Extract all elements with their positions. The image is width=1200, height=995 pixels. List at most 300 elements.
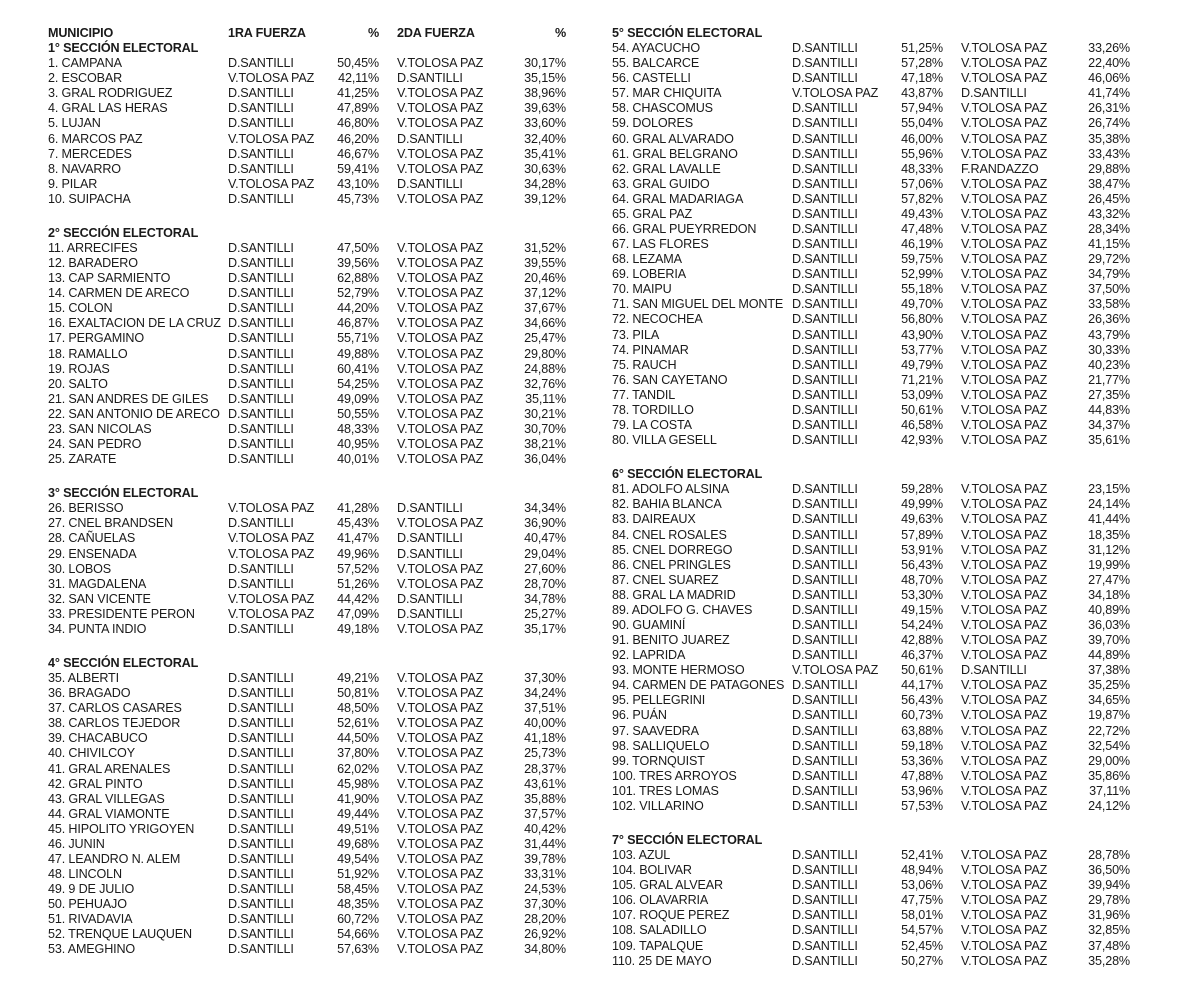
pct2-cell: 33,43% bbox=[1088, 146, 1130, 161]
pct2-cell: 24,12% bbox=[1088, 798, 1130, 813]
pct1-cell: 40,95% bbox=[337, 437, 379, 452]
fuerza1-cell: D.SANTILLI bbox=[792, 893, 858, 908]
table-row bbox=[612, 147, 1132, 162]
fuerza2-cell: V.TOLOSA PAZ bbox=[961, 418, 1048, 433]
fuerza2-cell: V.TOLOSA PAZ bbox=[397, 421, 484, 436]
fuerza1-cell: D.SANTILLI bbox=[228, 146, 294, 161]
municipio-cell: 17. PERGAMINO bbox=[48, 331, 145, 346]
pct1-cell: 41,28% bbox=[337, 501, 379, 516]
fuerza1-cell: V.TOLOSA PAZ bbox=[228, 606, 315, 621]
pct2-cell: 39,55% bbox=[524, 256, 566, 271]
fuerza1-cell: D.SANTILLI bbox=[792, 252, 858, 267]
table-row bbox=[612, 237, 1132, 252]
table-row bbox=[612, 878, 1132, 893]
fuerza1-cell: D.SANTILLI bbox=[228, 161, 294, 176]
fuerza2-cell: V.TOLOSA PAZ bbox=[397, 146, 484, 161]
fuerza1-cell: D.SANTILLI bbox=[228, 191, 294, 206]
table-row bbox=[48, 116, 568, 131]
municipio-cell: 108. SALADILLO bbox=[612, 923, 707, 938]
municipio-cell: 23. SAN NICOLAS bbox=[48, 421, 152, 436]
table-row bbox=[48, 837, 568, 852]
fuerza1-cell: D.SANTILLI bbox=[228, 867, 294, 882]
fuerza1-cell: D.SANTILLI bbox=[792, 753, 858, 768]
municipio-cell: 77. TANDIL bbox=[612, 387, 676, 402]
municipio-cell: 28. CAÑUELAS bbox=[48, 531, 136, 546]
fuerza2-cell: V.TOLOSA PAZ bbox=[961, 738, 1048, 753]
section-title: 3° SECCIÓN ELECTORAL bbox=[48, 486, 199, 501]
pct1-cell: 46,20% bbox=[337, 131, 379, 146]
pct2-cell: 32,54% bbox=[1088, 738, 1130, 753]
fuerza1-cell: D.SANTILLI bbox=[792, 116, 858, 131]
pct1-cell: 49,68% bbox=[337, 836, 379, 851]
pct2-cell: 30,70% bbox=[524, 421, 566, 436]
fuerza1-cell: D.SANTILLI bbox=[792, 71, 858, 86]
pct1-cell: 41,90% bbox=[337, 791, 379, 806]
municipio-cell: 6. MARCOS PAZ bbox=[48, 131, 143, 146]
fuerza2-cell: V.TOLOSA PAZ bbox=[961, 572, 1048, 587]
pct2-cell: 28,34% bbox=[1088, 222, 1130, 237]
pct2-cell: 33,60% bbox=[524, 116, 566, 131]
pct1-cell: 56,43% bbox=[901, 693, 943, 708]
fuerza2-cell: V.TOLOSA PAZ bbox=[397, 86, 484, 101]
fuerza2-cell: V.TOLOSA PAZ bbox=[961, 402, 1048, 417]
fuerza1-cell: D.SANTILLI bbox=[792, 723, 858, 738]
pct2-cell: 32,85% bbox=[1088, 923, 1130, 938]
municipio-cell: 9. PILAR bbox=[48, 176, 98, 191]
pct2-cell: 40,47% bbox=[524, 531, 566, 546]
fuerza2-cell: D.SANTILLI bbox=[397, 546, 463, 561]
pct1-cell: 49,54% bbox=[337, 851, 379, 866]
municipio-cell: 96. PUÁN bbox=[612, 708, 667, 723]
municipio-cell: 63. GRAL GUIDO bbox=[612, 176, 710, 191]
table-row bbox=[612, 693, 1132, 708]
table-row bbox=[48, 192, 568, 207]
fuerza1-cell: V.TOLOSA PAZ bbox=[228, 131, 315, 146]
municipio-cell: 109. TAPALQUE bbox=[612, 938, 704, 953]
pct1-cell: 46,00% bbox=[901, 131, 943, 146]
table-row bbox=[48, 531, 568, 546]
fuerza2-cell: V.TOLOSA PAZ bbox=[961, 116, 1048, 131]
pct1-cell: 48,94% bbox=[901, 863, 943, 878]
pct2-cell: 37,12% bbox=[524, 286, 566, 301]
table-row bbox=[48, 301, 568, 316]
table-row bbox=[48, 331, 568, 346]
table-row bbox=[48, 912, 568, 927]
pct1-cell: 46,87% bbox=[337, 316, 379, 331]
table-row bbox=[612, 512, 1132, 527]
pct1-cell: 62,88% bbox=[337, 271, 379, 286]
pct1-cell: 51,25% bbox=[901, 41, 943, 56]
table-row bbox=[48, 592, 568, 607]
fuerza2-cell: V.TOLOSA PAZ bbox=[397, 437, 484, 452]
fuerza1-cell: D.SANTILLI bbox=[228, 821, 294, 836]
pct1-cell: 41,47% bbox=[337, 531, 379, 546]
table-row bbox=[612, 678, 1132, 693]
fuerza1-cell: D.SANTILLI bbox=[792, 101, 858, 116]
pct1-cell: 51,92% bbox=[337, 867, 379, 882]
table-row bbox=[48, 622, 568, 637]
pct2-cell: 35,41% bbox=[524, 146, 566, 161]
municipio-cell: 39. CHACABUCO bbox=[48, 731, 148, 746]
fuerza2-cell: V.TOLOSA PAZ bbox=[397, 912, 484, 927]
fuerza1-cell: D.SANTILLI bbox=[792, 542, 858, 557]
pct2-cell: 43,79% bbox=[1088, 327, 1130, 342]
pct1-cell: 57,63% bbox=[337, 942, 379, 957]
municipio-cell: 95. PELLEGRINI bbox=[612, 693, 706, 708]
municipio-cell: 46. JUNIN bbox=[48, 836, 105, 851]
municipio-cell: 42. GRAL PINTO bbox=[48, 776, 143, 791]
fuerza1-cell: D.SANTILLI bbox=[228, 516, 294, 531]
table-row bbox=[48, 437, 568, 452]
table-row bbox=[612, 222, 1132, 237]
municipio-cell: 48. LINCOLN bbox=[48, 867, 122, 882]
pct2-cell: 26,92% bbox=[524, 927, 566, 942]
pct1-cell: 44,42% bbox=[337, 591, 379, 606]
table-row bbox=[612, 769, 1132, 784]
pct2-cell: 28,37% bbox=[524, 761, 566, 776]
fuerza1-cell: D.SANTILLI bbox=[228, 286, 294, 301]
pct2-cell: 22,40% bbox=[1088, 56, 1130, 71]
pct1-cell: 43,90% bbox=[901, 327, 943, 342]
municipio-cell: 3. GRAL RODRIGUEZ bbox=[48, 86, 173, 101]
fuerza1-cell: V.TOLOSA PAZ bbox=[228, 176, 315, 191]
table-row bbox=[48, 177, 568, 192]
table-row bbox=[612, 177, 1132, 192]
fuerza2-cell: V.TOLOSA PAZ bbox=[397, 376, 484, 391]
pct1-cell: 52,79% bbox=[337, 286, 379, 301]
pct2-cell: 30,21% bbox=[524, 406, 566, 421]
pct1-cell: 57,28% bbox=[901, 56, 943, 71]
left-column bbox=[48, 26, 568, 958]
fuerza2-cell: V.TOLOSA PAZ bbox=[397, 241, 484, 256]
fuerza1-cell: D.SANTILLI bbox=[228, 271, 294, 286]
municipio-cell: 70. MAIPU bbox=[612, 282, 672, 297]
municipio-cell: 24. SAN PEDRO bbox=[48, 437, 142, 452]
section-title: 6° SECCIÓN ELECTORAL bbox=[612, 467, 763, 482]
pct2-cell: 29,80% bbox=[524, 346, 566, 361]
table-row bbox=[48, 347, 568, 362]
fuerza2-cell: V.TOLOSA PAZ bbox=[961, 848, 1048, 863]
fuerza2-cell: V.TOLOSA PAZ bbox=[397, 191, 484, 206]
municipio-cell: 4. GRAL LAS HERAS bbox=[48, 101, 168, 116]
pct1-cell: 47,18% bbox=[901, 71, 943, 86]
municipio-cell: 29. ENSENADA bbox=[48, 546, 137, 561]
pct2-cell: 20,46% bbox=[524, 271, 566, 286]
section-gap bbox=[48, 637, 568, 656]
pct1-cell: 42,88% bbox=[901, 633, 943, 648]
fuerza1-cell: D.SANTILLI bbox=[228, 927, 294, 942]
fuerza2-cell: V.TOLOSA PAZ bbox=[961, 587, 1048, 602]
table-row bbox=[612, 482, 1132, 497]
header-pct1: % bbox=[367, 26, 379, 40]
table-row bbox=[48, 147, 568, 162]
fuerza1-cell: D.SANTILLI bbox=[228, 701, 294, 716]
fuerza2-cell: V.TOLOSA PAZ bbox=[961, 372, 1048, 387]
fuerza1-cell: D.SANTILLI bbox=[228, 421, 294, 436]
table-row bbox=[612, 132, 1132, 147]
fuerza1-cell: D.SANTILLI bbox=[792, 708, 858, 723]
municipio-cell: 59. DOLORES bbox=[612, 116, 693, 131]
municipio-cell: 97. SAAVEDRA bbox=[612, 723, 699, 738]
municipio-cell: 25. ZARATE bbox=[48, 452, 117, 467]
municipio-cell: 43. GRAL VILLEGAS bbox=[48, 791, 165, 806]
pct2-cell: 36,90% bbox=[524, 516, 566, 531]
fuerza2-cell: V.TOLOSA PAZ bbox=[397, 686, 484, 701]
municipio-cell: 65. GRAL PAZ bbox=[612, 206, 693, 221]
table-row bbox=[48, 162, 568, 177]
fuerza1-cell: D.SANTILLI bbox=[228, 621, 294, 636]
fuerza2-cell: D.SANTILLI bbox=[397, 606, 463, 621]
pct1-cell: 49,70% bbox=[901, 297, 943, 312]
municipio-cell: 85. CNEL DORREGO bbox=[612, 542, 733, 557]
pct2-cell: 24,14% bbox=[1088, 497, 1130, 512]
pct2-cell: 29,78% bbox=[1088, 893, 1130, 908]
pct2-cell: 44,89% bbox=[1088, 648, 1130, 663]
pct1-cell: 47,75% bbox=[901, 893, 943, 908]
pct2-cell: 38,21% bbox=[524, 437, 566, 452]
pct1-cell: 55,96% bbox=[901, 146, 943, 161]
pct2-cell: 41,18% bbox=[524, 731, 566, 746]
pct2-cell: 43,32% bbox=[1088, 206, 1130, 221]
pct2-cell: 27,35% bbox=[1088, 387, 1130, 402]
fuerza2-cell: V.TOLOSA PAZ bbox=[961, 633, 1048, 648]
table-row bbox=[48, 686, 568, 701]
table-row bbox=[48, 852, 568, 867]
fuerza2-cell: V.TOLOSA PAZ bbox=[961, 953, 1048, 968]
pct1-cell: 56,80% bbox=[901, 312, 943, 327]
pct1-cell: 49,79% bbox=[901, 357, 943, 372]
pct1-cell: 53,91% bbox=[901, 542, 943, 557]
table-row bbox=[48, 792, 568, 807]
fuerza1-cell: D.SANTILLI bbox=[792, 191, 858, 206]
fuerza2-cell: D.SANTILLI bbox=[397, 71, 463, 86]
fuerza2-cell: V.TOLOSA PAZ bbox=[961, 222, 1048, 237]
pct1-cell: 49,51% bbox=[337, 821, 379, 836]
fuerza2-cell: V.TOLOSA PAZ bbox=[961, 342, 1048, 357]
fuerza1-cell: D.SANTILLI bbox=[228, 361, 294, 376]
pct2-cell: 34,24% bbox=[524, 686, 566, 701]
fuerza2-cell: V.TOLOSA PAZ bbox=[397, 361, 484, 376]
pct2-cell: 35,17% bbox=[524, 621, 566, 636]
fuerza2-cell: V.TOLOSA PAZ bbox=[961, 56, 1048, 71]
pct1-cell: 43,10% bbox=[337, 176, 379, 191]
fuerza2-cell: V.TOLOSA PAZ bbox=[961, 282, 1048, 297]
pct1-cell: 54,57% bbox=[901, 923, 943, 938]
fuerza2-cell: D.SANTILLI bbox=[397, 591, 463, 606]
pct1-cell: 59,75% bbox=[901, 252, 943, 267]
pct2-cell: 28,20% bbox=[524, 912, 566, 927]
municipio-cell: 78. TORDILLO bbox=[612, 402, 694, 417]
table-row bbox=[612, 893, 1132, 908]
municipio-cell: 57. MAR CHIQUITA bbox=[612, 86, 722, 101]
fuerza2-cell: V.TOLOSA PAZ bbox=[397, 116, 484, 131]
fuerza1-cell: V.TOLOSA PAZ bbox=[228, 591, 315, 606]
fuerza2-cell: V.TOLOSA PAZ bbox=[397, 821, 484, 836]
fuerza1-cell: V.TOLOSA PAZ bbox=[228, 531, 315, 546]
pct2-cell: 22,72% bbox=[1088, 723, 1130, 738]
table-row bbox=[612, 908, 1132, 923]
fuerza1-cell: D.SANTILLI bbox=[228, 391, 294, 406]
municipio-cell: 72. NECOCHEA bbox=[612, 312, 703, 327]
fuerza2-cell: V.TOLOSA PAZ bbox=[961, 753, 1048, 768]
fuerza1-cell: D.SANTILLI bbox=[228, 912, 294, 927]
fuerza2-cell: V.TOLOSA PAZ bbox=[961, 297, 1048, 312]
fuerza2-cell: V.TOLOSA PAZ bbox=[961, 252, 1048, 267]
fuerza2-cell: V.TOLOSA PAZ bbox=[961, 542, 1048, 557]
municipio-cell: 49. 9 DE JULIO bbox=[48, 882, 135, 897]
table-row bbox=[48, 746, 568, 761]
table-row bbox=[48, 422, 568, 437]
municipio-cell: 20. SALTO bbox=[48, 376, 108, 391]
table-row bbox=[48, 516, 568, 531]
table-row bbox=[612, 588, 1132, 603]
municipio-cell: 18. RAMALLO bbox=[48, 346, 128, 361]
fuerza2-cell: V.TOLOSA PAZ bbox=[961, 237, 1048, 252]
pct2-cell: 30,63% bbox=[524, 161, 566, 176]
section-gap bbox=[612, 814, 1132, 833]
fuerza1-cell: D.SANTILLI bbox=[792, 693, 858, 708]
table-row bbox=[612, 116, 1132, 131]
fuerza1-cell: D.SANTILLI bbox=[228, 101, 294, 116]
table-row bbox=[48, 942, 568, 957]
pct1-cell: 53,36% bbox=[901, 753, 943, 768]
pct1-cell: 49,18% bbox=[337, 621, 379, 636]
fuerza1-cell: D.SANTILLI bbox=[792, 146, 858, 161]
section-block bbox=[48, 41, 568, 207]
pct1-cell: 43,87% bbox=[901, 86, 943, 101]
pct2-cell: 29,00% bbox=[1088, 753, 1130, 768]
table-row bbox=[48, 86, 568, 101]
municipio-cell: 83. DAIREAUX bbox=[612, 512, 696, 527]
fuerza1-cell: D.SANTILLI bbox=[228, 942, 294, 957]
fuerza1-cell: D.SANTILLI bbox=[228, 346, 294, 361]
municipio-cell: 40. CHIVILCOY bbox=[48, 746, 135, 761]
table-row bbox=[612, 663, 1132, 678]
table-row bbox=[612, 618, 1132, 633]
pct2-cell: 36,04% bbox=[524, 452, 566, 467]
municipio-cell: 91. BENITO JUAREZ bbox=[612, 633, 730, 648]
municipio-cell: 19. ROJAS bbox=[48, 361, 110, 376]
municipio-cell: 88. GRAL LA MADRID bbox=[612, 587, 736, 602]
pct2-cell: 30,33% bbox=[1088, 342, 1130, 357]
table-row bbox=[612, 923, 1132, 938]
table-row bbox=[612, 543, 1132, 558]
municipio-cell: 99. TORNQUIST bbox=[612, 753, 705, 768]
pct1-cell: 50,81% bbox=[337, 686, 379, 701]
pct1-cell: 37,80% bbox=[337, 746, 379, 761]
pct2-cell: 34,78% bbox=[524, 591, 566, 606]
pct2-cell: 35,88% bbox=[524, 791, 566, 806]
pct2-cell: 37,51% bbox=[524, 701, 566, 716]
pct1-cell: 45,98% bbox=[337, 776, 379, 791]
pct1-cell: 46,67% bbox=[337, 146, 379, 161]
fuerza1-cell: D.SANTILLI bbox=[792, 798, 858, 813]
pct2-cell: 35,11% bbox=[525, 391, 566, 406]
municipio-cell: 68. LEZAMA bbox=[612, 252, 682, 267]
table-row bbox=[48, 607, 568, 622]
fuerza2-cell: D.SANTILLI bbox=[397, 501, 463, 516]
municipio-cell: 58. CHASCOMUS bbox=[612, 101, 713, 116]
table-row bbox=[612, 863, 1132, 878]
pct2-cell: 40,89% bbox=[1088, 602, 1130, 617]
pct2-cell: 39,63% bbox=[524, 101, 566, 116]
pct1-cell: 49,88% bbox=[337, 346, 379, 361]
fuerza1-cell: D.SANTILLI bbox=[792, 953, 858, 968]
municipio-cell: 47. LEANDRO N. ALEM bbox=[48, 851, 181, 866]
pct2-cell: 40,23% bbox=[1088, 357, 1130, 372]
fuerza2-cell: V.TOLOSA PAZ bbox=[961, 41, 1048, 56]
fuerza1-cell: D.SANTILLI bbox=[792, 237, 858, 252]
pct1-cell: 45,73% bbox=[337, 191, 379, 206]
municipio-cell: 103. AZUL bbox=[612, 848, 671, 863]
pct1-cell: 46,19% bbox=[901, 237, 943, 252]
fuerza2-cell: V.TOLOSA PAZ bbox=[961, 923, 1048, 938]
pct1-cell: 52,45% bbox=[901, 938, 943, 953]
pct2-cell: 35,86% bbox=[1088, 768, 1130, 783]
fuerza1-cell: D.SANTILLI bbox=[792, 282, 858, 297]
table-row bbox=[48, 56, 568, 71]
fuerza1-cell: D.SANTILLI bbox=[792, 312, 858, 327]
fuerza1-cell: D.SANTILLI bbox=[228, 241, 294, 256]
pct1-cell: 52,61% bbox=[337, 716, 379, 731]
municipio-cell: 94. CARMEN DE PATAGONES bbox=[612, 678, 785, 693]
table-row bbox=[48, 897, 568, 912]
municipio-cell: 62. GRAL LAVALLE bbox=[612, 161, 721, 176]
pct1-cell: 50,45% bbox=[337, 56, 379, 71]
municipio-cell: 74. PINAMAR bbox=[612, 342, 689, 357]
pct1-cell: 48,50% bbox=[337, 701, 379, 716]
fuerza1-cell: D.SANTILLI bbox=[792, 372, 858, 387]
pct1-cell: 48,33% bbox=[901, 161, 943, 176]
table-row bbox=[48, 101, 568, 116]
pct2-cell: 34,28% bbox=[524, 176, 566, 191]
section-gap bbox=[48, 467, 568, 486]
section-block bbox=[612, 467, 1132, 814]
pct2-cell: 34,18% bbox=[1088, 587, 1130, 602]
fuerza1-cell: D.SANTILLI bbox=[228, 56, 294, 71]
pct2-cell: 35,25% bbox=[1088, 678, 1130, 693]
fuerza1-cell: D.SANTILLI bbox=[792, 357, 858, 372]
fuerza2-cell: D.SANTILLI bbox=[397, 531, 463, 546]
section-block bbox=[612, 26, 1132, 448]
fuerza2-cell: V.TOLOSA PAZ bbox=[961, 101, 1048, 116]
fuerza1-cell: D.SANTILLI bbox=[792, 648, 858, 663]
fuerza1-cell: D.SANTILLI bbox=[228, 882, 294, 897]
pct1-cell: 50,27% bbox=[901, 953, 943, 968]
table-row bbox=[48, 271, 568, 286]
fuerza2-cell: V.TOLOSA PAZ bbox=[397, 271, 484, 286]
fuerza2-cell: V.TOLOSA PAZ bbox=[961, 482, 1048, 497]
pct2-cell: 29,04% bbox=[524, 546, 566, 561]
pct1-cell: 53,77% bbox=[901, 342, 943, 357]
pct2-cell: 43,61% bbox=[524, 776, 566, 791]
fuerza1-cell: D.SANTILLI bbox=[792, 908, 858, 923]
fuerza2-cell: V.TOLOSA PAZ bbox=[961, 512, 1048, 527]
table-row bbox=[48, 716, 568, 731]
pct2-cell: 40,00% bbox=[524, 716, 566, 731]
fuerza1-cell: D.SANTILLI bbox=[228, 561, 294, 576]
municipio-cell: 76. SAN CAYETANO bbox=[612, 372, 728, 387]
fuerza2-cell: V.TOLOSA PAZ bbox=[961, 433, 1048, 448]
fuerza2-cell: V.TOLOSA PAZ bbox=[397, 867, 484, 882]
fuerza1-cell: D.SANTILLI bbox=[792, 602, 858, 617]
table-row bbox=[48, 671, 568, 686]
table-row bbox=[48, 452, 568, 467]
municipio-cell: 107. ROQUE PEREZ bbox=[612, 908, 730, 923]
municipio-cell: 93. MONTE HERMOSO bbox=[612, 663, 745, 678]
municipio-cell: 84. CNEL ROSALES bbox=[612, 527, 727, 542]
pct2-cell: 26,74% bbox=[1088, 116, 1130, 131]
